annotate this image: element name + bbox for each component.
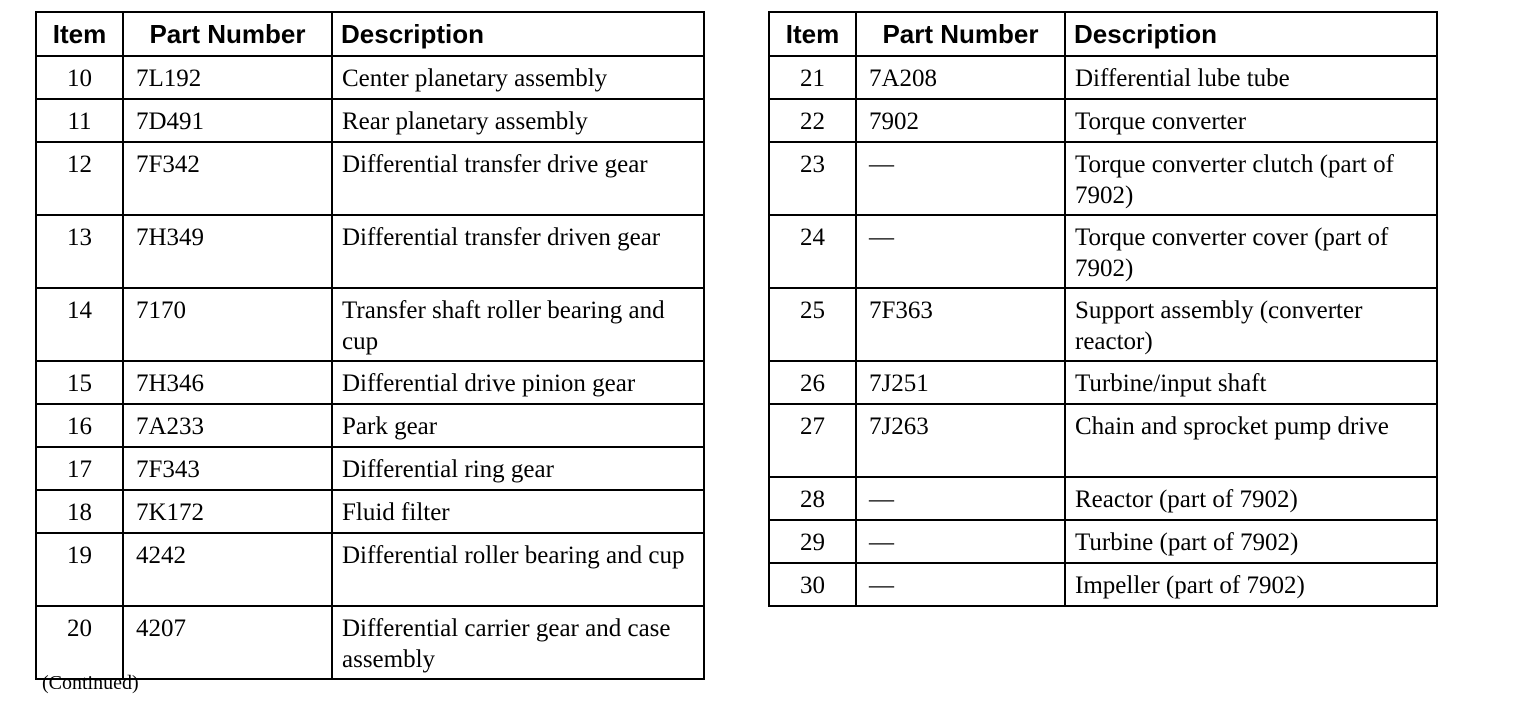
description-cell: Turbine/input shaft xyxy=(1065,361,1437,404)
part-number-cell: — xyxy=(856,215,1065,288)
header-description: Description xyxy=(1065,12,1437,56)
item-cell: 10 xyxy=(36,56,123,99)
description-cell: Fluid filter xyxy=(332,490,704,533)
part-number-cell: 7H346 xyxy=(123,361,332,404)
table-row xyxy=(36,606,704,679)
part-number-cell: 4207 xyxy=(123,606,332,679)
table-row xyxy=(36,142,704,215)
description-cell: Turbine (part of 7902) xyxy=(1065,520,1437,563)
part-number-cell: 7F343 xyxy=(123,447,332,490)
part-number-cell: — xyxy=(856,477,1065,520)
table-row xyxy=(769,99,1437,142)
part-number-cell: 7F342 xyxy=(123,142,332,215)
description-cell: Center planetary assembly xyxy=(332,56,704,99)
table-row xyxy=(36,533,704,606)
item-cell: 22 xyxy=(769,99,856,142)
part-number-cell: 7F363 xyxy=(856,288,1065,361)
table-row xyxy=(769,563,1437,606)
item-cell: 18 xyxy=(36,490,123,533)
part-number-cell: 7K172 xyxy=(123,490,332,533)
table-row xyxy=(36,56,704,99)
header-row xyxy=(769,12,1437,56)
part-number-cell: 7J251 xyxy=(856,361,1065,404)
item-cell: 16 xyxy=(36,404,123,447)
table-row xyxy=(36,447,704,490)
description-cell: Park gear xyxy=(332,404,704,447)
description-cell: Differential roller bearing and cup xyxy=(332,533,704,606)
description-cell: Differential lube tube xyxy=(1065,56,1437,99)
description-cell: Differential transfer driven gear xyxy=(332,215,704,288)
part-number-cell: — xyxy=(856,520,1065,563)
item-cell: 14 xyxy=(36,288,123,361)
part-number-cell: 7J263 xyxy=(856,404,1065,477)
item-cell: 29 xyxy=(769,520,856,563)
table-row xyxy=(36,99,704,142)
part-number-cell: 7D491 xyxy=(123,99,332,142)
header-part-number: Part Number xyxy=(123,12,332,56)
item-cell: 11 xyxy=(36,99,123,142)
part-number-cell: 4242 xyxy=(123,533,332,606)
item-cell: 12 xyxy=(36,142,123,215)
item-cell: 21 xyxy=(769,56,856,99)
description-cell: Rear planetary assembly xyxy=(332,99,704,142)
description-cell: Torque converter xyxy=(1065,99,1437,142)
table-row xyxy=(769,215,1437,288)
header-item: Item xyxy=(769,12,856,56)
item-cell: 28 xyxy=(769,477,856,520)
description-cell: Torque converter clutch (part of 7902) xyxy=(1065,142,1437,215)
table-row xyxy=(36,490,704,533)
description-cell: Transfer shaft roller bearing and cup xyxy=(332,288,704,361)
part-number-cell: 7902 xyxy=(856,99,1065,142)
description-cell: Chain and sprocket pump drive xyxy=(1065,404,1437,477)
item-cell: 24 xyxy=(769,215,856,288)
header-description: Description xyxy=(332,12,704,56)
table-row xyxy=(36,361,704,404)
description-cell: Impeller (part of 7902) xyxy=(1065,563,1437,606)
item-cell: 30 xyxy=(769,563,856,606)
description-cell: Differential drive pinion gear xyxy=(332,361,704,404)
item-cell: 23 xyxy=(769,142,856,215)
table-row xyxy=(36,404,704,447)
description-cell: Reactor (part of 7902) xyxy=(1065,477,1437,520)
item-cell: 25 xyxy=(769,288,856,361)
table-row xyxy=(769,404,1437,477)
description-cell: Differential ring gear xyxy=(332,447,704,490)
table-row xyxy=(36,215,704,288)
item-cell: 27 xyxy=(769,404,856,477)
item-cell: 20 xyxy=(36,606,123,679)
description-cell: Support assembly (converter reactor) xyxy=(1065,288,1437,361)
item-cell: 26 xyxy=(769,361,856,404)
description-cell: Differential carrier gear and case assembly xyxy=(332,606,704,679)
table-row xyxy=(769,288,1437,361)
part-number-cell: 7170 xyxy=(123,288,332,361)
table-row xyxy=(36,288,704,361)
part-number-cell: — xyxy=(856,563,1065,606)
header-item: Item xyxy=(36,12,123,56)
table-row xyxy=(769,56,1437,99)
table-row xyxy=(769,520,1437,563)
table-row xyxy=(769,477,1437,520)
part-number-cell: 7A208 xyxy=(856,56,1065,99)
part-number-cell: 7A233 xyxy=(123,404,332,447)
item-cell: 15 xyxy=(36,361,123,404)
item-cell: 19 xyxy=(36,533,123,606)
part-number-cell: — xyxy=(856,142,1065,215)
item-cell: 13 xyxy=(36,215,123,288)
parts-table-left xyxy=(35,11,705,680)
description-cell: Differential transfer drive gear xyxy=(332,142,704,215)
header-row xyxy=(36,12,704,56)
header-part-number: Part Number xyxy=(856,12,1065,56)
parts-table-right xyxy=(768,11,1438,607)
item-cell: 17 xyxy=(36,447,123,490)
table-row xyxy=(769,142,1437,215)
continued-note: (Continued) xyxy=(42,672,139,694)
part-number-cell: 7H349 xyxy=(123,215,332,288)
description-cell: Torque converter cover (part of 7902) xyxy=(1065,215,1437,288)
part-number-cell: 7L192 xyxy=(123,56,332,99)
table-row xyxy=(769,361,1437,404)
